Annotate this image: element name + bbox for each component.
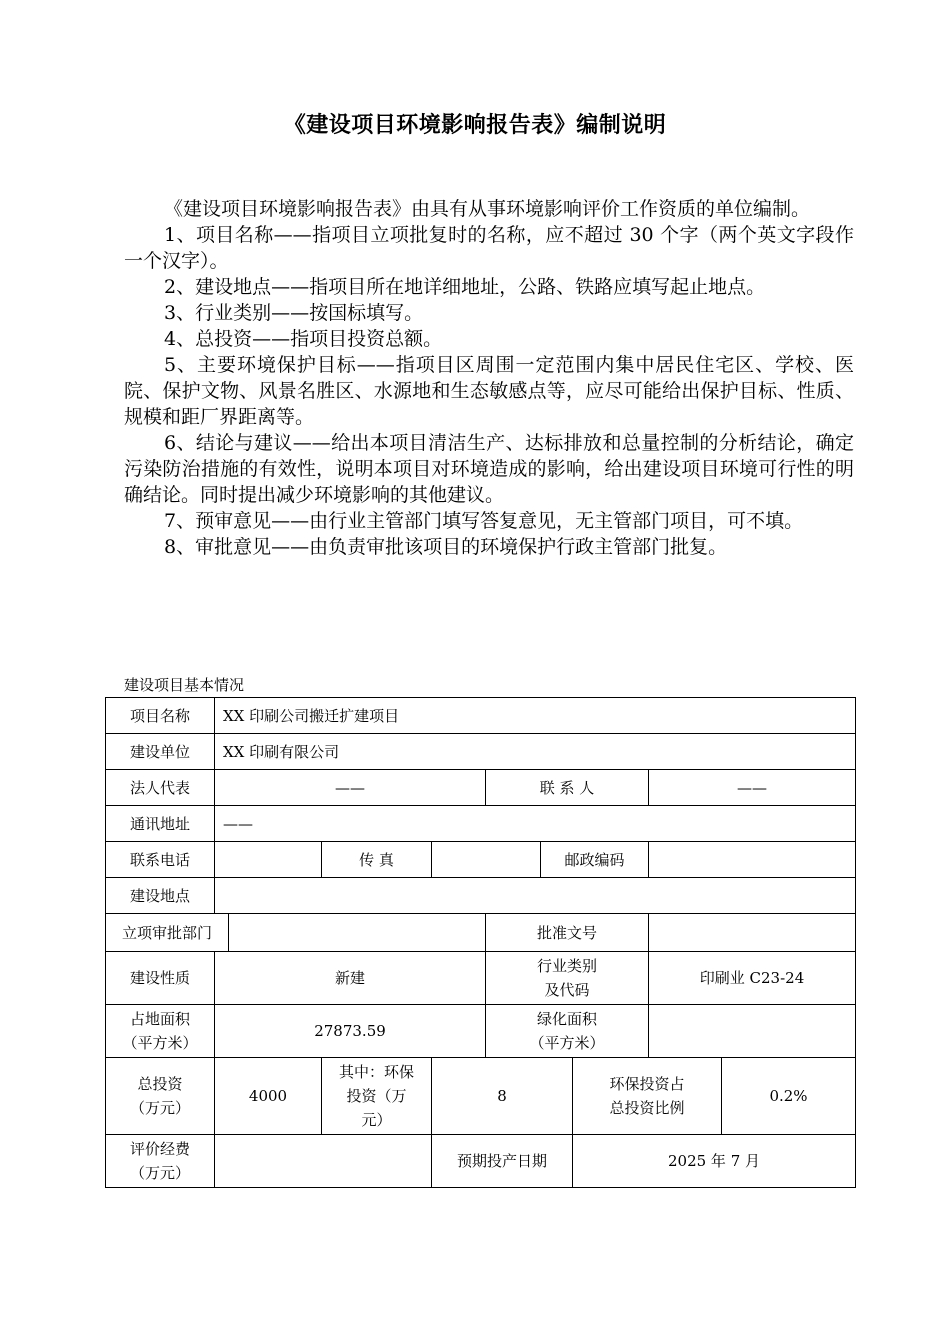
approval-dept-value (229, 914, 486, 952)
table-caption: 建设项目基本情况 (124, 676, 245, 694)
eval-fee-value (215, 1135, 432, 1188)
project-name-value: XX 印刷公司搬迁扩建项目 (215, 698, 856, 734)
approval-no-value (649, 914, 856, 952)
env-invest-label: 其中：环保 投资（万 元） (322, 1058, 432, 1135)
table-row (106, 952, 856, 1005)
project-name-label: 项目名称 (106, 698, 215, 734)
postcode-value (649, 842, 856, 878)
document-title: 《建设项目环境影响报告表》编制说明 (283, 112, 667, 138)
prod-date-value: 2025 年 7 月 (573, 1135, 856, 1188)
ratio-label: 环保投资占 总投资比例 (573, 1058, 722, 1135)
intro-item-2: 2、建设地点——指项目所在地详细地址，公路、铁路应填写起止地点。 (164, 276, 766, 298)
address-value: —— (215, 806, 856, 842)
intro-item-7: 7、预审意见——由行业主管部门填写答复意见，无主管部门项目，可不填。 (164, 510, 804, 532)
address-label: 通讯地址 (106, 806, 215, 842)
invest-value: 4000 (215, 1058, 322, 1135)
env-invest-value: 8 (432, 1058, 573, 1135)
ratio-value: 0.2% (722, 1058, 856, 1135)
industry-label: 行业类别 及代码 (486, 952, 649, 1005)
table-row (106, 842, 856, 878)
postcode-label: 邮政编码 (541, 842, 649, 878)
approval-dept-label: 立项审批部门 (106, 914, 229, 952)
intro-item-5: 5、主要环境保护目标——指项目区周围一定范围内集中居民住宅区、学校、医院、保护文物、风景名胜区、水源地和生态敏感点等，应尽可能给出保护目标、性质、规模和距厂界距离等。 (124, 354, 854, 428)
legal-rep-label: 法人代表 (106, 770, 215, 806)
fax-value (432, 842, 541, 878)
eval-fee-label: 评价经费 （万元） (106, 1135, 215, 1188)
phone-value (215, 842, 322, 878)
table-row (106, 1005, 856, 1058)
intro-item-1: 1、项目名称——指项目立项批复时的名称，应不超过 30 个字（两个英文字段作一个汉字）。 (124, 224, 854, 272)
nature-value: 新建 (215, 952, 486, 1005)
site-label: 建设地点 (106, 878, 215, 914)
approval-no-label: 批准文号 (486, 914, 649, 952)
contact-label: 联 系 人 (486, 770, 649, 806)
intro-item-6: 6、结论与建议——给出本项目清洁生产、达标排放和总量控制的分析结论，确定污染防治措施的有效性，说明本项目对环境造成的影响，给出建设项目环境可行性的明确结论。同时提出减少环境影响的其他建议。 (124, 432, 854, 506)
intro-item-3: 3、行业类别——按国标填写。 (164, 302, 424, 324)
area-label: 占地面积 （平方米） (106, 1005, 215, 1058)
invest-label: 总投资 （万元） (106, 1058, 215, 1135)
table-row (106, 734, 856, 770)
intro-paragraph: 《建设项目环境影响报告表》由具有从事环境影响评价工作资质的单位编制。 (164, 198, 811, 220)
intro-item-4: 4、总投资——指项目投资总额。 (164, 328, 443, 350)
intro-text (124, 196, 854, 560)
project-info-table (105, 697, 856, 1188)
site-value (215, 878, 856, 914)
intro-item-8: 8、审批意见——由负责审批该项目的环境保护行政主管部门批复。 (164, 536, 728, 558)
table-row (106, 806, 856, 842)
fax-label: 传 真 (322, 842, 432, 878)
builder-label: 建设单位 (106, 734, 215, 770)
contact-value: —— (649, 770, 856, 806)
industry-value: 印刷业 C23-24 (649, 952, 856, 1005)
table-row (106, 914, 856, 952)
table-row (106, 1135, 856, 1188)
area-value: 27873.59 (215, 1005, 486, 1058)
builder-value: XX 印刷有限公司 (215, 734, 856, 770)
green-value (649, 1005, 856, 1058)
table-row (106, 1058, 856, 1135)
phone-label: 联系电话 (106, 842, 215, 878)
green-label: 绿化面积 （平方米） (486, 1005, 649, 1058)
legal-rep-value: —— (215, 770, 486, 806)
table-row (106, 698, 856, 734)
prod-date-label: 预期投产日期 (432, 1135, 573, 1188)
table-row (106, 878, 856, 914)
table-row (106, 770, 856, 806)
nature-label: 建设性质 (106, 952, 215, 1005)
